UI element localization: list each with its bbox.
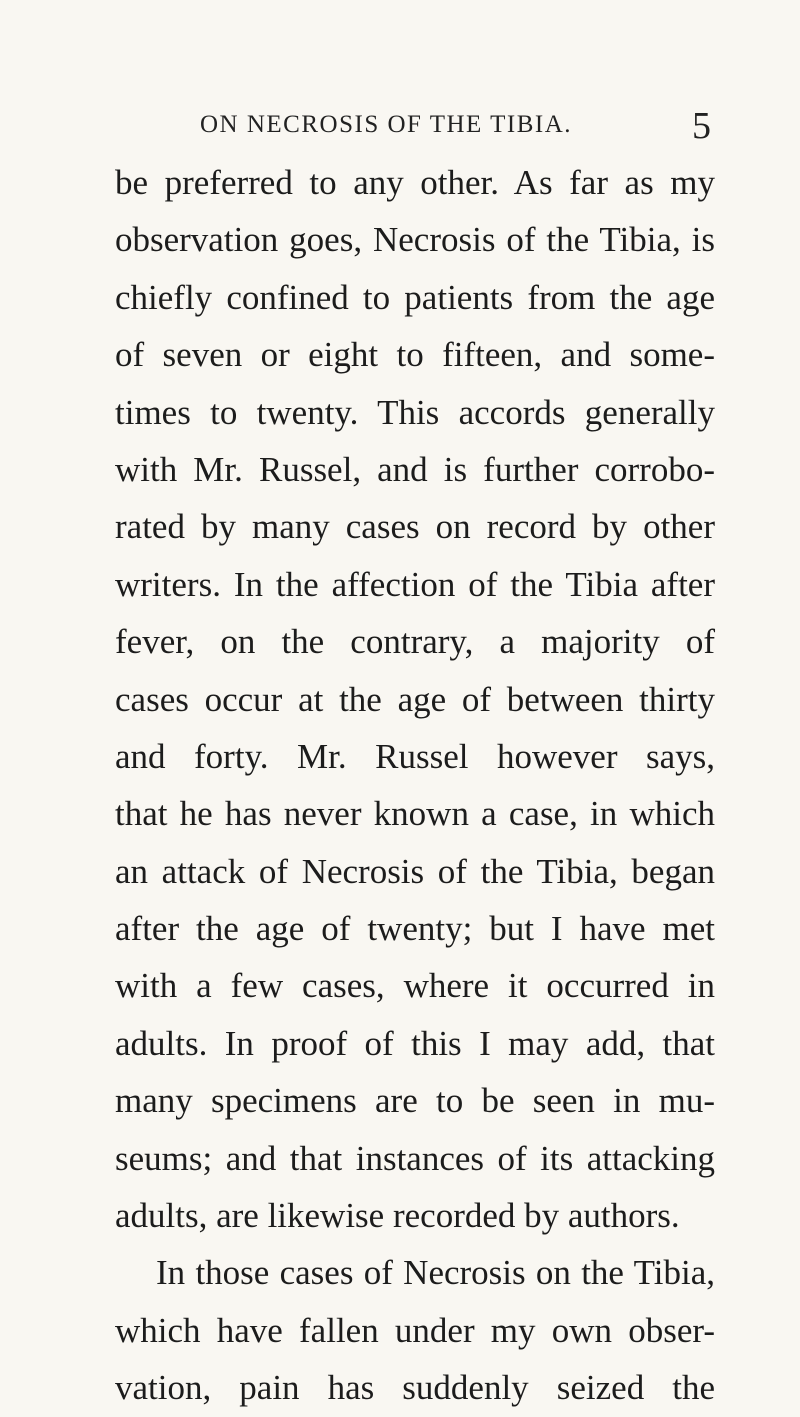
text-line: vation, pain has suddenly seized the [115, 1368, 715, 1408]
text-line: an attack of Necrosis of the Tibia, began [115, 851, 715, 891]
text-line: cases occur at the age of between thirty [115, 679, 715, 719]
text-line: writers. In the affection of the Tibia after [115, 564, 715, 604]
text-line: rated by many cases on record by other [115, 507, 715, 547]
text-line: with a few cases, where it occurred in [115, 966, 715, 1006]
text-line: chiefly confined to patients from the age [115, 277, 715, 317]
text-line: seums; and that instances of its attacking [115, 1138, 715, 1178]
text-line: with Mr. Russel, and is further corrobo- [115, 449, 715, 489]
text-line: fever, on the contrary, a majority of [115, 622, 715, 662]
page-number: 5 [692, 105, 711, 147]
text-line: that he has never known a case, in which [115, 794, 715, 834]
text-line: of seven or eight to fifteen, and some- [115, 335, 715, 375]
text-line: after the age of twenty; but I have met [115, 909, 715, 949]
body-text [115, 154, 715, 1417]
text-line: be preferred to any other. As far as my [115, 163, 715, 202]
text-line: In those cases of Necrosis on the Tibia, [156, 1253, 715, 1293]
text-line: adults. In proof of this I may add, that [115, 1023, 715, 1063]
text-line: adults, are likewise recorded by authors. [115, 1196, 680, 1236]
text-line: and forty. Mr. Russel however says, [115, 736, 715, 776]
text-line: observation goes, Necrosis of the Tibia, is [115, 220, 715, 260]
running-head: ON NECROSIS OF THE TIBIA. [200, 111, 573, 138]
text-line: which have fallen under my own obser- [115, 1310, 715, 1350]
text-line: times to twenty. This accords generally [115, 392, 715, 432]
text-line: many specimens are to be seen in mu- [115, 1081, 715, 1121]
